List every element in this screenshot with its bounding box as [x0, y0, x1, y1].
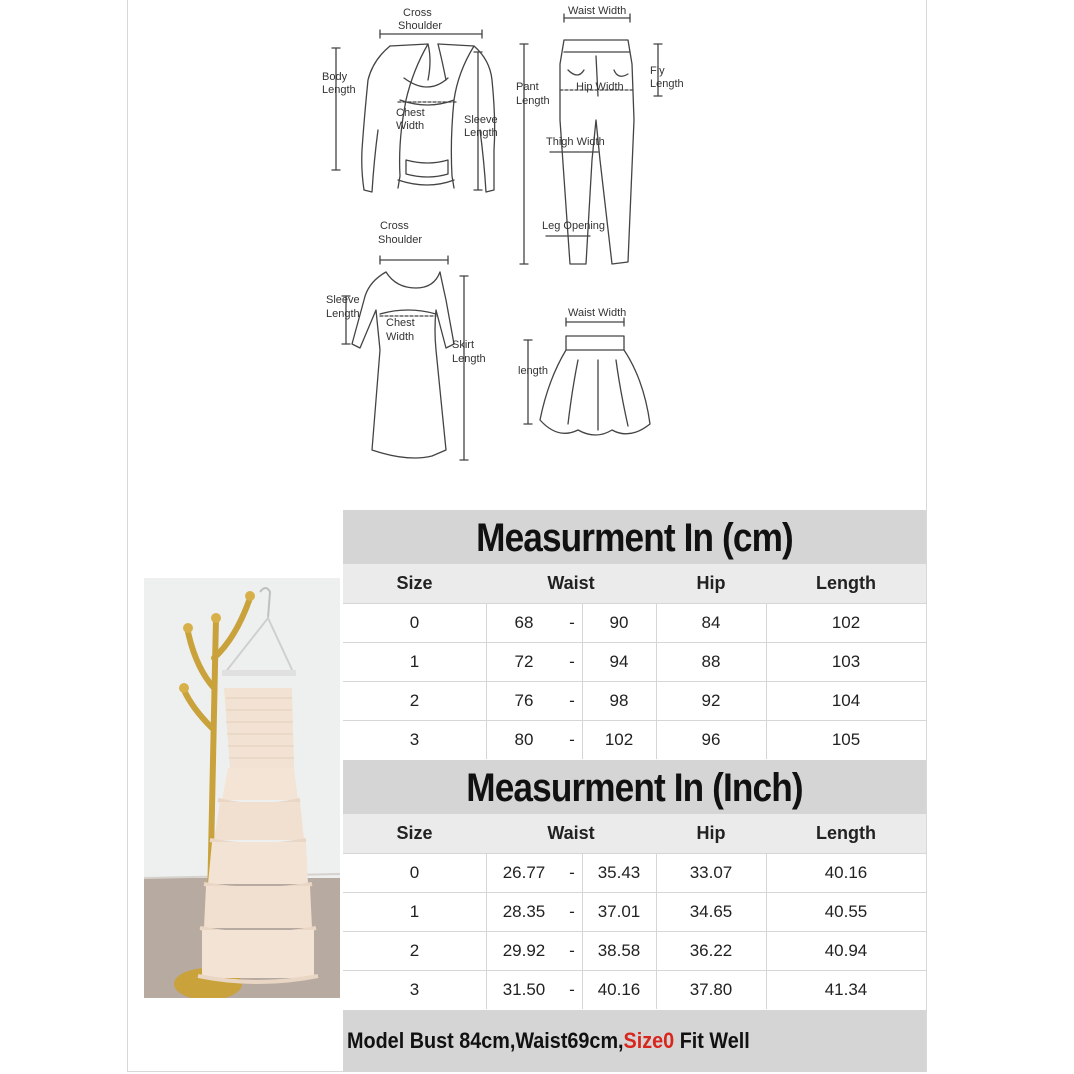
model-fit-text: [347, 1028, 750, 1054]
table-row: [343, 892, 926, 931]
inch-cell-dash: -: [569, 902, 575, 921]
label-top-sleeve-length-2: Length: [464, 127, 498, 139]
cm-cell-size: 2: [409, 691, 420, 710]
label-dress-sleeve-length-1: Sleeve: [326, 294, 360, 306]
cm-table-title: Measurment In (cm): [378, 510, 891, 564]
cm-header-size: Size: [396, 573, 433, 593]
table-row: [343, 970, 926, 1009]
cm-cell-dash: -: [569, 613, 575, 632]
cm-cell-waist-max: 90: [609, 613, 629, 632]
label-pants-hip-width: Hip Width: [576, 81, 624, 93]
cm-cell-waist-min: 68: [514, 613, 534, 632]
divider: [343, 970, 926, 971]
label-top-body-length-1: Body: [322, 71, 348, 83]
table-row: [343, 931, 926, 970]
cm-cell-size: 3: [409, 730, 420, 749]
size-chart: [343, 510, 926, 1072]
cm-cell-size: 1: [409, 652, 420, 671]
cm-cell-length: 103: [831, 652, 861, 671]
inch-cell-dash: -: [569, 941, 575, 960]
divider: [486, 853, 487, 1009]
label-pants-fly-length-2: Length: [650, 78, 684, 90]
label-pants-pant-length-1: Pant: [516, 81, 539, 93]
inch-cell-dash: -: [569, 863, 575, 882]
inch-cell-waist-min: 28.35: [502, 902, 546, 921]
inch-table-header: [343, 814, 926, 853]
label-pants-leg-opening: Leg Opening: [542, 220, 605, 232]
table-row: [343, 853, 926, 892]
inch-header-hip: Hip: [696, 823, 726, 843]
label-dress-chest-width-2: Width: [386, 331, 415, 343]
inch-cell-hip: 36.22: [689, 941, 733, 960]
table-row: [343, 681, 926, 720]
cm-table-header: [343, 564, 926, 603]
skirt-drawing: [540, 336, 650, 435]
inch-cell-waist-min: 26.77: [502, 863, 546, 882]
cm-cell-hip: 92: [701, 691, 721, 710]
divider: [343, 931, 926, 932]
cm-cell-waist-max: 98: [609, 691, 629, 710]
label-dress-skirt-length-2: Length: [452, 353, 486, 365]
divider: [343, 681, 926, 682]
divider: [766, 853, 767, 1009]
cm-header-waist: Waist: [547, 573, 595, 593]
label-pants-waist-width: Waist Width: [568, 5, 627, 17]
inch-cell-length: 41.34: [824, 980, 868, 999]
label-skirt-waist-width: Waist Width: [568, 307, 627, 319]
cm-cell-hip: 84: [701, 613, 721, 632]
cm-cell-dash: -: [569, 652, 575, 671]
cm-cell-length: 102: [831, 613, 861, 632]
label-top-cross-shoulder-2: Shoulder: [398, 20, 443, 32]
label-top-chest-width-1: Chest: [396, 107, 425, 119]
model-fit-note: [343, 1010, 926, 1072]
cm-cell-dash: -: [569, 730, 575, 749]
product-photo: [144, 578, 340, 998]
label-pants-pant-length-2: Length: [516, 95, 550, 107]
cm-cell-dash: -: [569, 691, 575, 710]
cm-cell-waist-min: 72: [514, 652, 534, 671]
inch-cell-waist-max: 38.58: [597, 941, 641, 960]
measurement-diagrams: [128, 0, 926, 508]
cm-cell-length: 105: [831, 730, 861, 749]
label-dress-cross-shoulder-1: Cross: [380, 220, 409, 232]
inch-header-length: Length: [816, 823, 876, 843]
inch-cell-dash: -: [569, 980, 575, 999]
inch-cell-waist-max: 40.16: [597, 980, 641, 999]
label-pants-thigh-width: Thigh Width: [546, 136, 605, 148]
cm-cell-hip: 88: [701, 652, 721, 671]
table-row: [343, 642, 926, 681]
model-fit-size: Size0: [623, 1028, 675, 1053]
inch-cell-waist-min: 29.92: [502, 941, 546, 960]
cm-header-length: Length: [816, 573, 876, 593]
divider: [343, 603, 926, 604]
cm-cell-hip: 96: [701, 730, 721, 749]
inch-cell-length: 40.55: [824, 902, 868, 921]
inch-cell-size: 1: [409, 902, 420, 921]
divider: [486, 603, 487, 759]
inch-table-title: Measurment In (Inch): [378, 760, 891, 814]
label-dress-sleeve-length-2: Length: [326, 308, 360, 320]
divider: [656, 853, 657, 1009]
inch-cell-length: 40.94: [824, 941, 868, 960]
model-fit-suffix: Fit Well: [674, 1028, 750, 1053]
product-photo-panel: [128, 510, 343, 1070]
inch-cell-waist-max: 35.43: [597, 863, 641, 882]
label-top-cross-shoulder-1: Cross: [403, 7, 432, 19]
cm-header-hip: Hip: [696, 573, 726, 593]
cm-cell-size: 0: [409, 613, 420, 632]
inch-cell-hip: 34.65: [689, 902, 733, 921]
inch-cell-size: 2: [409, 941, 420, 960]
label-dress-cross-shoulder-2: Shoulder: [378, 234, 423, 246]
label-top-sleeve-length-1: Sleeve: [464, 114, 498, 126]
inch-cell-length: 40.16: [824, 863, 868, 882]
model-fit-prefix: Model Bust 84cm,Waist69cm,: [347, 1028, 624, 1053]
inch-header-waist: Waist: [547, 823, 595, 843]
inch-cell-hip: 37.80: [689, 980, 733, 999]
label-pants-fly-length-1: Fly: [650, 65, 665, 77]
label-top-chest-width-2: Width: [396, 120, 425, 132]
cm-cell-length: 104: [831, 691, 861, 710]
table-row: [343, 720, 926, 759]
cm-cell-waist-max: 102: [604, 730, 634, 749]
divider: [766, 603, 767, 759]
divider: [343, 642, 926, 643]
label-skirt-length: length: [518, 365, 548, 377]
dress-drawing: [352, 272, 454, 458]
inch-cell-size: 3: [409, 980, 420, 999]
inch-header-size: Size: [396, 823, 433, 843]
inch-cell-size: 0: [409, 863, 420, 882]
inch-cell-waist-max: 37.01: [597, 902, 641, 921]
inch-cell-waist-min: 31.50: [502, 980, 546, 999]
inch-cell-hip: 33.07: [689, 863, 733, 882]
label-dress-skirt-length-1: Skirt: [452, 339, 474, 351]
cm-cell-waist-min: 80: [514, 730, 534, 749]
diagram-canvas: [128, 0, 926, 508]
label-dress-chest-width-1: Chest: [386, 317, 415, 329]
divider: [656, 603, 657, 759]
label-top-body-length-2: Length: [322, 84, 356, 96]
divider: [343, 892, 926, 893]
divider: [343, 853, 926, 854]
divider: [582, 853, 583, 1009]
cm-cell-waist-min: 76: [514, 691, 534, 710]
cm-cell-waist-max: 94: [609, 652, 629, 671]
divider: [582, 603, 583, 759]
divider: [343, 720, 926, 721]
table-row: [343, 603, 926, 642]
